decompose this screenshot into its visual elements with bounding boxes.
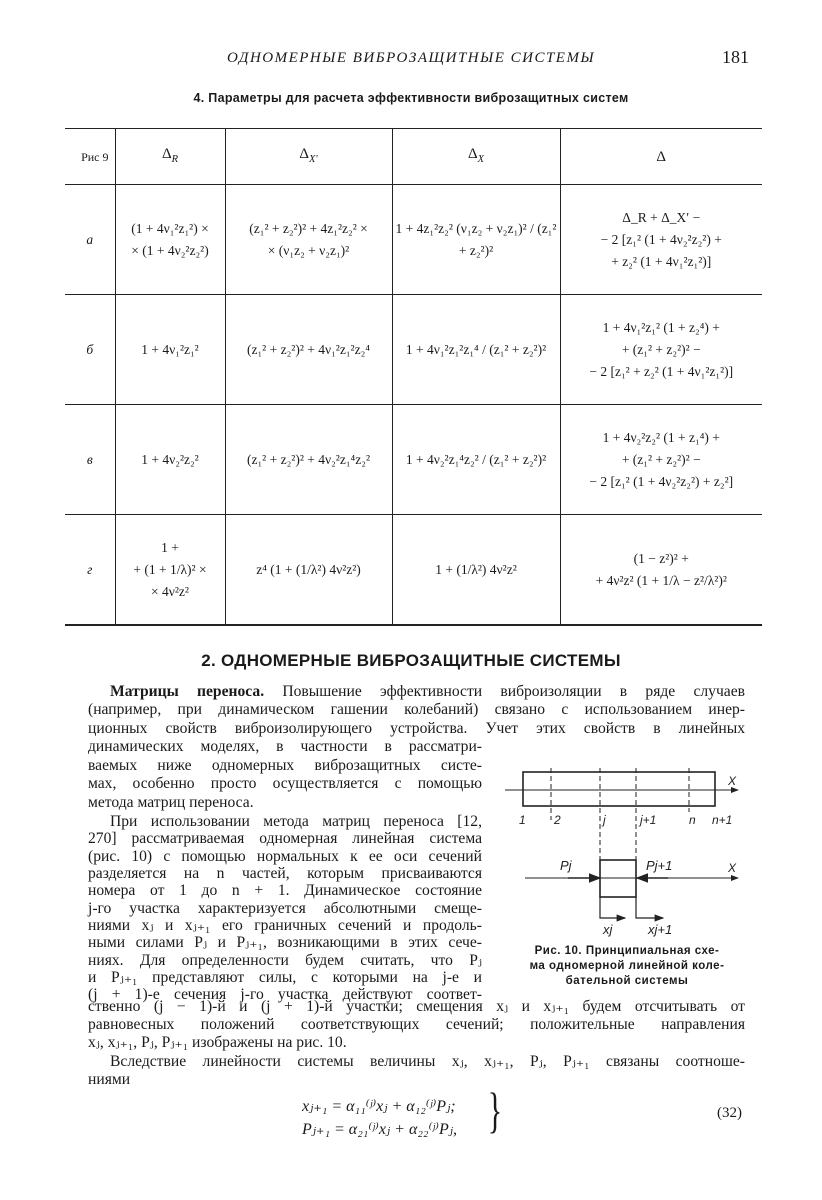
text-line: 270] рассматриваемая одномерная линейная система	[88, 830, 482, 847]
formula-line: − 2 [z₁² (1 + 4ν₂²z₂²) +	[600, 231, 722, 247]
formula-line: 1 + 4ν₁²z₁²z₁⁴ / (z₁² + z₂²)²	[405, 341, 547, 357]
formula-line: + (z₁² + z₂²)² −	[621, 451, 701, 467]
formula-line: + 4ν²z² (1 + 1/λ − z²/λ²)²	[595, 572, 727, 588]
formula-line: + (z₁² + z₂²)² −	[621, 341, 701, 357]
equation-number: (32)	[717, 1105, 742, 1121]
text-line: и Pⱼ₊₁ представляют силы, с которыми на j-е и	[88, 969, 482, 986]
formula-line: + z₂² (1 + 4ν₁²z₁²)]	[611, 253, 712, 269]
section-label: n+1	[712, 813, 733, 827]
text-line: ственно (j − 1)-й и (j + 1)-й участки; смещения xⱼ и xⱼ₊₁ будем отсчитывать от	[88, 998, 745, 1015]
figure-caption	[502, 944, 752, 989]
text-line-content: Повышение эффективности виброизоляции в ряде случаев	[264, 683, 745, 700]
section-label: j	[603, 813, 606, 827]
row-label: а	[65, 185, 115, 295]
axis-label-top: X	[728, 774, 737, 788]
text-line: ниями xⱼ и xⱼ₊₁ его граничных сечений и продоль-	[88, 917, 482, 934]
text-line: мах, особенно просто осуществляется с помощью	[88, 775, 482, 792]
formula-line: − 2 [z₁² (1 + 4ν₂²z₂²) + z₂²]	[589, 473, 734, 489]
row-label: в	[65, 405, 115, 515]
equation-line-2: Pⱼ₊₁ = α₂₁⁽ʲ⁾xⱼ + α₂₂⁽ʲ⁾Pⱼ,	[302, 1121, 457, 1138]
text-line: ниях. Для определенности будем считать, что Pⱼ	[88, 952, 482, 969]
column-header-symbol: Δ	[656, 148, 667, 165]
column-header-symbol: Δ	[161, 145, 172, 162]
formula-line: Δ_R + Δ_X′ −	[622, 209, 701, 225]
text-line: При использовании метода матриц переноса [12,	[110, 813, 482, 830]
running-title: ОДНОМЕРНЫЕ ВИБРОЗАЩИТНЫЕ СИСТЕМЫ	[226, 50, 596, 66]
column-header-subscript: R	[171, 153, 179, 165]
text-line: ниями	[88, 1071, 131, 1088]
figure-caption-line: Рис. 10. Принципиальная схе-	[534, 945, 720, 957]
row-label: б	[65, 295, 115, 405]
disp-right-arrow	[636, 897, 663, 918]
formula-line: 1 + 4ν₁²z₁² (1 + z₂⁴) +	[602, 319, 720, 335]
figure-caption-line: ма одномерной линейной коле-	[529, 960, 725, 972]
formula-line: × (ν₁z₂ + ν₂z₁)²	[267, 242, 350, 258]
formula-line: (z₁² + z₂²)² + 4ν₁²z₁²z₂⁴	[246, 341, 371, 357]
formula-line: 1 + 4ν₂²z₂²	[141, 451, 199, 467]
section-heading: 2. ОДНОМЕРНЫЕ ВИБРОЗАЩИТНЫЕ СИСТЕМЫ	[201, 651, 621, 670]
text-line: j-го участка характеризуется абсолютными смеще-	[88, 900, 482, 917]
formula-line: + (1 + 1/λ)² ×	[133, 561, 207, 577]
column-header-symbol: Δ	[467, 145, 478, 162]
page-number: 181	[722, 47, 749, 67]
force-left-label: Pj	[560, 858, 572, 873]
text-line: метода матриц переноса.	[88, 794, 254, 811]
figure-caption-line: бательной системы	[565, 975, 689, 987]
text-line: (j + 1)-е сечения j-го участка действуют соответ-	[88, 986, 482, 1003]
text-line: xⱼ, xⱼ₊₁, Pⱼ, Pⱼ₊₁ изображены на рис. 10.	[88, 1034, 347, 1051]
formula-line: (1 + 4ν₁²z₁²) ×	[131, 220, 209, 236]
text-line: номера от 1 до n + 1. Динамическое состояние	[88, 882, 482, 899]
formula-line: 1 + (1/λ²) 4ν²z²	[435, 561, 517, 577]
formula-line: 1 + 4ν₂²z₂² (1 + z₁⁴) +	[602, 429, 720, 445]
beam-rect	[523, 772, 715, 806]
text-line: равновесных положений соответствующих сечений; положительные направления	[88, 1016, 745, 1033]
text-line: ционных свойств виброизолирующего устройства. Учет этих свойств в линейных	[88, 720, 745, 737]
column-header-symbol: Δ	[299, 145, 309, 162]
formula-line: × (1 + 4ν₂²z₂²)	[131, 242, 209, 258]
disp-right-label: xj+1	[648, 922, 673, 937]
formula-line: − 2 [z₁² + z₂² (1 + 4ν₁²z₁²)]	[589, 363, 734, 379]
axis-label-bottom: X	[728, 861, 737, 875]
text-line: (например, при динамическом гашении колебаний) связано с использованием инер-	[88, 701, 745, 718]
formula-line: 1 + 4ν₂²z₁⁴z₂² / (z₁² + z₂²)²	[405, 451, 547, 467]
formula-line: z⁴ (1 + (1/λ²) 4ν²z²)	[256, 561, 361, 577]
brace-icon: }	[487, 1082, 503, 1138]
formula-line: 1 + 4ν₁²z₁²	[141, 341, 199, 357]
paragraph-lead: Матрицы переноса.	[110, 683, 265, 700]
table-caption: 4. Параметры для расчета эффективности виброзащитных систем	[193, 91, 629, 105]
formula-line: (z₁² + z₂²)² + 4z₁²z₂² ×	[249, 220, 368, 236]
disp-left-label: xj	[603, 922, 613, 937]
section-label: 2	[554, 813, 561, 827]
column-header-subscript: X	[477, 153, 485, 165]
text-line: (рис. 10) с помощью нормальных к ее оси сечений	[88, 848, 482, 865]
row-label: г	[65, 515, 115, 626]
formula-line: (z₁² + z₂²)² + 4ν₂²z₁⁴z₂²	[246, 451, 371, 467]
section-label: 1	[519, 813, 526, 827]
column-header-subscript: X′	[308, 153, 318, 165]
formula-line: 1 + 4z₁²z₂² (ν₁z₂ + ν₂z₁)² / (z₁² + z₂²)²	[395, 220, 557, 258]
formula-line: 1 +	[161, 539, 179, 555]
text-line: разделяется на n частей, которым присваиваются	[88, 865, 482, 882]
text-line: Вследствие линейности системы величины xⱼ, xⱼ₊₁, Pⱼ, Pⱼ₊₁ связаны соотноше-	[110, 1053, 745, 1070]
section-label: n	[689, 813, 696, 827]
text-line: динамических моделях, в частности в рассматри-	[88, 738, 482, 755]
formula-line: × 4ν²z²	[151, 583, 189, 599]
formula-line: (1 − z²)² +	[633, 550, 689, 566]
column-header-symbol: Рис 9	[81, 149, 109, 164]
section-label: j+1	[640, 813, 657, 827]
force-right-label: Pj+1	[646, 858, 673, 873]
text-line: ваемых ниже одномерных виброзащитных систе-	[88, 757, 482, 774]
text-line: ными силами Pⱼ и Pⱼ₊₁, возникающими в этих сече-	[88, 934, 482, 951]
disp-left-arrow	[600, 897, 625, 918]
equation-line-1: xⱼ₊₁ = α₁₁⁽ʲ⁾xⱼ + α₁₂⁽ʲ⁾Pⱼ;	[302, 1098, 456, 1115]
